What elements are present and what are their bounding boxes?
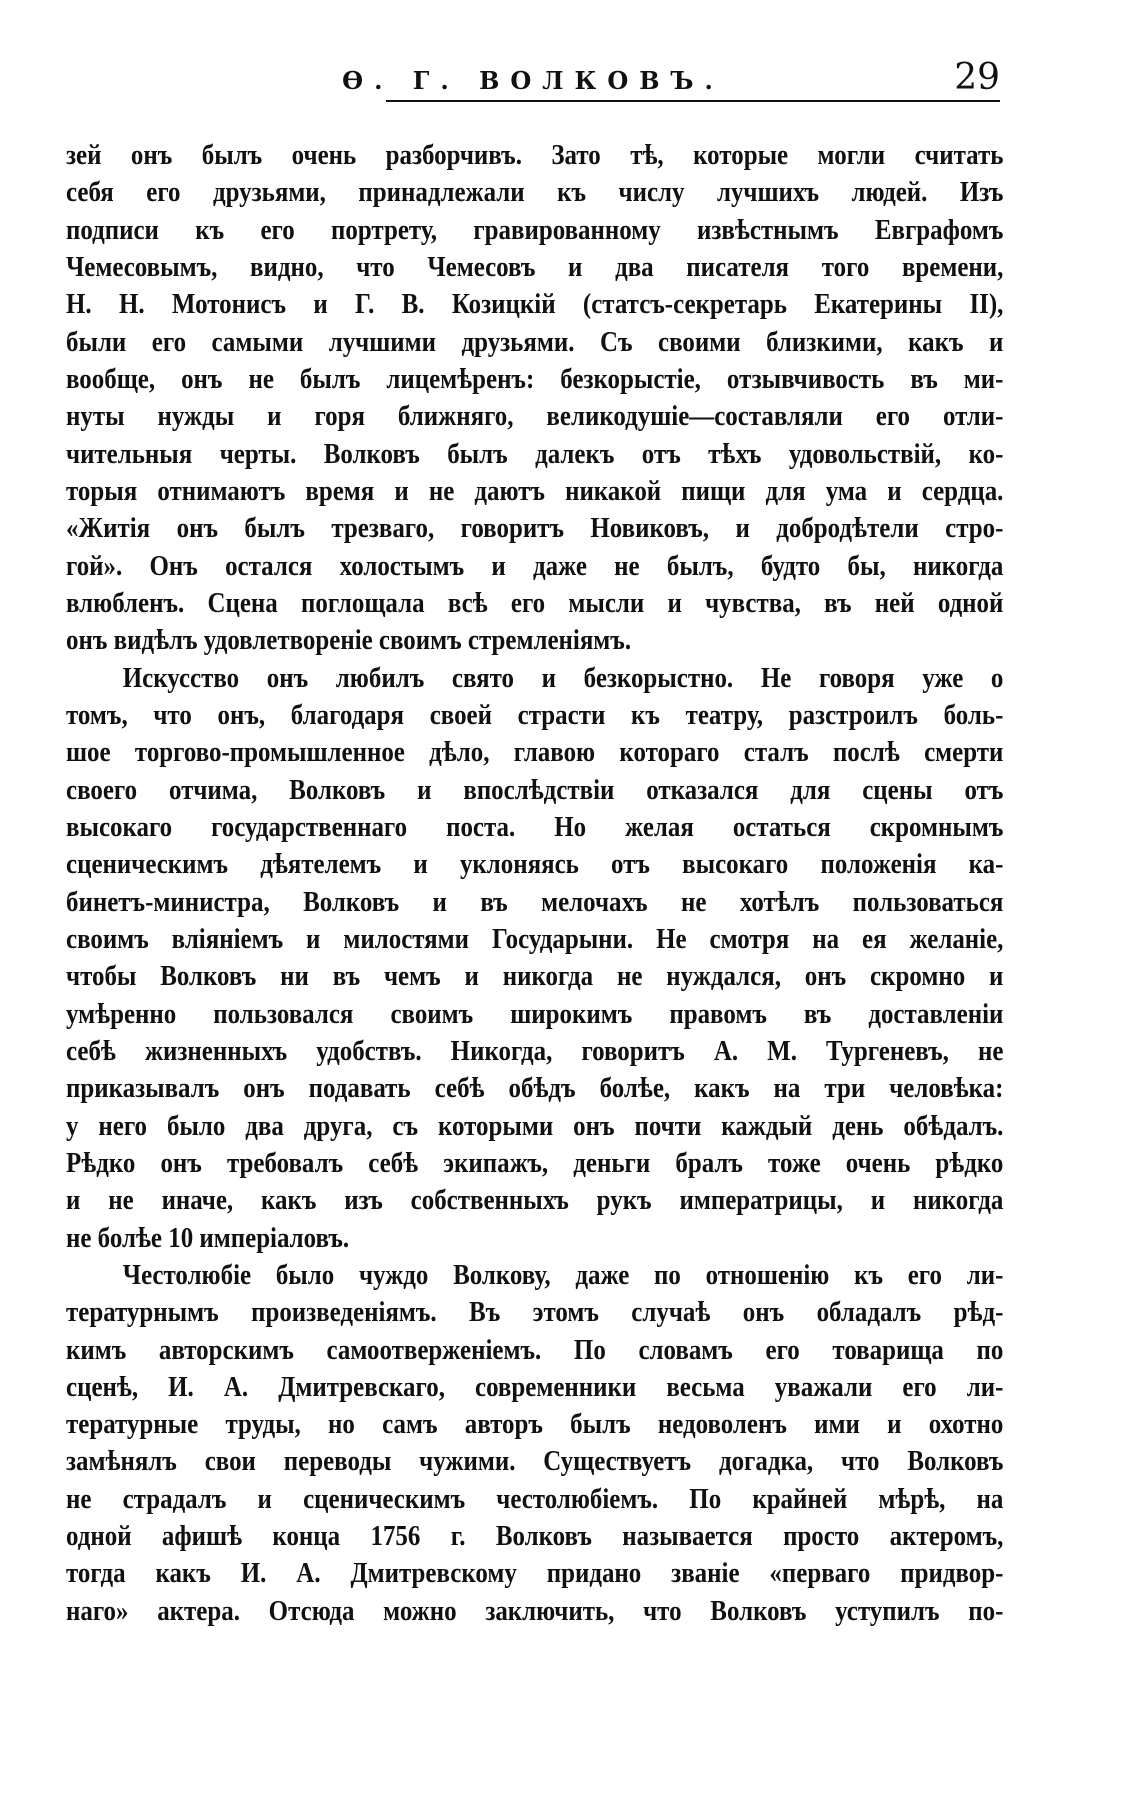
text-line: не страдалъ и сценическимъ честолюбіемъ. По крайней мѣрѣ, на	[66, 1482, 1004, 1515]
text-line: торыя отнимаютъ время и не даютъ никакой пищи для ума и сердца.	[66, 474, 1004, 507]
text-line: сценѣ, И. А. Дмитревскаго, современники весьма уважали его ли-	[66, 1370, 1004, 1403]
text-line: своимъ вліяніемъ и милостями Государыни. Не смотря на ея желаніе,	[66, 922, 1004, 955]
text-line: высокаго государственнаго поста. Но желая остаться скромнымъ	[66, 810, 1004, 843]
text-line: чительныя черты. Волковъ былъ далекъ отъ тѣхъ удовольствій, ко-	[66, 437, 1004, 470]
text-line: гой». Онъ остался холостымъ и даже не былъ, будто бы, никогда	[66, 549, 1004, 582]
header-rule	[386, 100, 1000, 102]
text-line: своего отчима, Волковъ и впослѣдствіи отказался для сцены отъ	[66, 773, 1004, 806]
text-line: Искусство онъ любилъ свято и безкорыстно. Не говоря уже о	[122, 661, 1004, 694]
text-line: тературные труды, но самъ авторъ былъ недоволенъ ими и охотно	[66, 1408, 1004, 1441]
text-line: шое торгово-промышленное дѣло, главою котораго сталъ послѣ смерти	[66, 736, 1004, 769]
text-line: онъ видѣлъ удовлетвореніе своимъ стремленіямъ.	[66, 624, 632, 657]
text-line: себѣ жизненныхъ удобствъ. Никогда, говоритъ А. М. Тургеневъ, не	[66, 1034, 1004, 1067]
body-text	[66, 137, 1004, 1630]
text-line: томъ, что онъ, благодаря своей страсти къ театру, разстроилъ боль-	[66, 698, 1004, 731]
text-line: не болѣе 10 имперіаловъ.	[66, 1221, 350, 1254]
text-line: одной афишѣ конца 1756 г. Волковъ называется просто актеромъ,	[66, 1520, 1004, 1553]
text-line: Н. Н. Мотонисъ и Г. В. Козицкій (статсъ-секретарь Екатерины II),	[66, 288, 1004, 321]
text-line: наго» актера. Отсюда можно заключить, что Волковъ уступилъ по-	[66, 1594, 1004, 1627]
text-line: подписи къ его портрету, гравированному извѣстнымъ Евграфомъ	[66, 213, 1004, 246]
text-line: зей онъ былъ очень разборчивъ. Зато тѣ, которые могли считать	[66, 139, 1004, 171]
text-line: и не иначе, какъ изъ собственныхъ рукъ императрицы, и никогда	[66, 1184, 1004, 1217]
text-line: были его самыми лучшими друзьями. Съ своими близкими, какъ и	[66, 325, 1004, 358]
text-line: чтобы Волковъ ни въ чемъ и никогда не нуждался, онъ скромно и	[66, 960, 1004, 993]
text-line: сценическимъ дѣятелемъ и уклоняясь отъ высокаго положенія ка-	[66, 848, 1004, 881]
text-line: замѣнялъ свои переводы чужими. Существуетъ догадка, что Волковъ	[66, 1445, 1004, 1478]
text-line: бинетъ-министра, Волковъ и въ мелочахъ не хотѣлъ пользоваться	[66, 885, 1004, 918]
text-line: влюбленъ. Сцена поглощала всѣ его мысли и чувства, въ ней одной	[66, 586, 1004, 619]
text-line: Рѣдко онъ требовалъ себѣ экипажъ, деньги бралъ тоже очень рѣдко	[66, 1146, 1004, 1179]
text-line: кимъ авторскимъ самоотверженіемъ. По словамъ его товарища по	[66, 1333, 1004, 1366]
text-line: «Житія онъ былъ трезваго, говоритъ Новиковъ, и добродѣтели стро-	[66, 512, 1004, 545]
text-line: себя его друзьями, принадлежали къ числу лучшихъ людей. Изъ	[66, 176, 1004, 209]
text-line: у него было два друга, съ которыми онъ почти каждый день обѣдалъ.	[66, 1109, 1004, 1142]
text-line: вообще, онъ не былъ лицемѣренъ: безкорыстіе, отзывчивость въ ми-	[66, 362, 1004, 395]
running-title: Ө. Г. ВОЛКОВЪ.	[342, 66, 724, 95]
text-line: приказывалъ онъ подавать себѣ обѣдъ болѣе, какъ на три человѣка:	[66, 1072, 1004, 1105]
text-line: умѣренно пользовался своимъ широкимъ правомъ въ доставленіи	[66, 997, 1004, 1030]
text-line: Чемесовымъ, видно, что Чемесовъ и два писателя того времени,	[66, 250, 1004, 283]
page-number: 29	[954, 57, 1000, 98]
text-line: тогда какъ И. А. Дмитревскому придано званіе «перваго придвор-	[66, 1557, 1004, 1590]
text-line: нуты нужды и горя ближняго, великодушіе—составляли его отли-	[66, 400, 1004, 433]
text-line: тературнымъ произведеніямъ. Въ этомъ случаѣ онъ обладалъ рѣд-	[66, 1296, 1004, 1329]
text-line: Честолюбіе было чуждо Волкову, даже по отношенію къ его ли-	[122, 1258, 1004, 1291]
